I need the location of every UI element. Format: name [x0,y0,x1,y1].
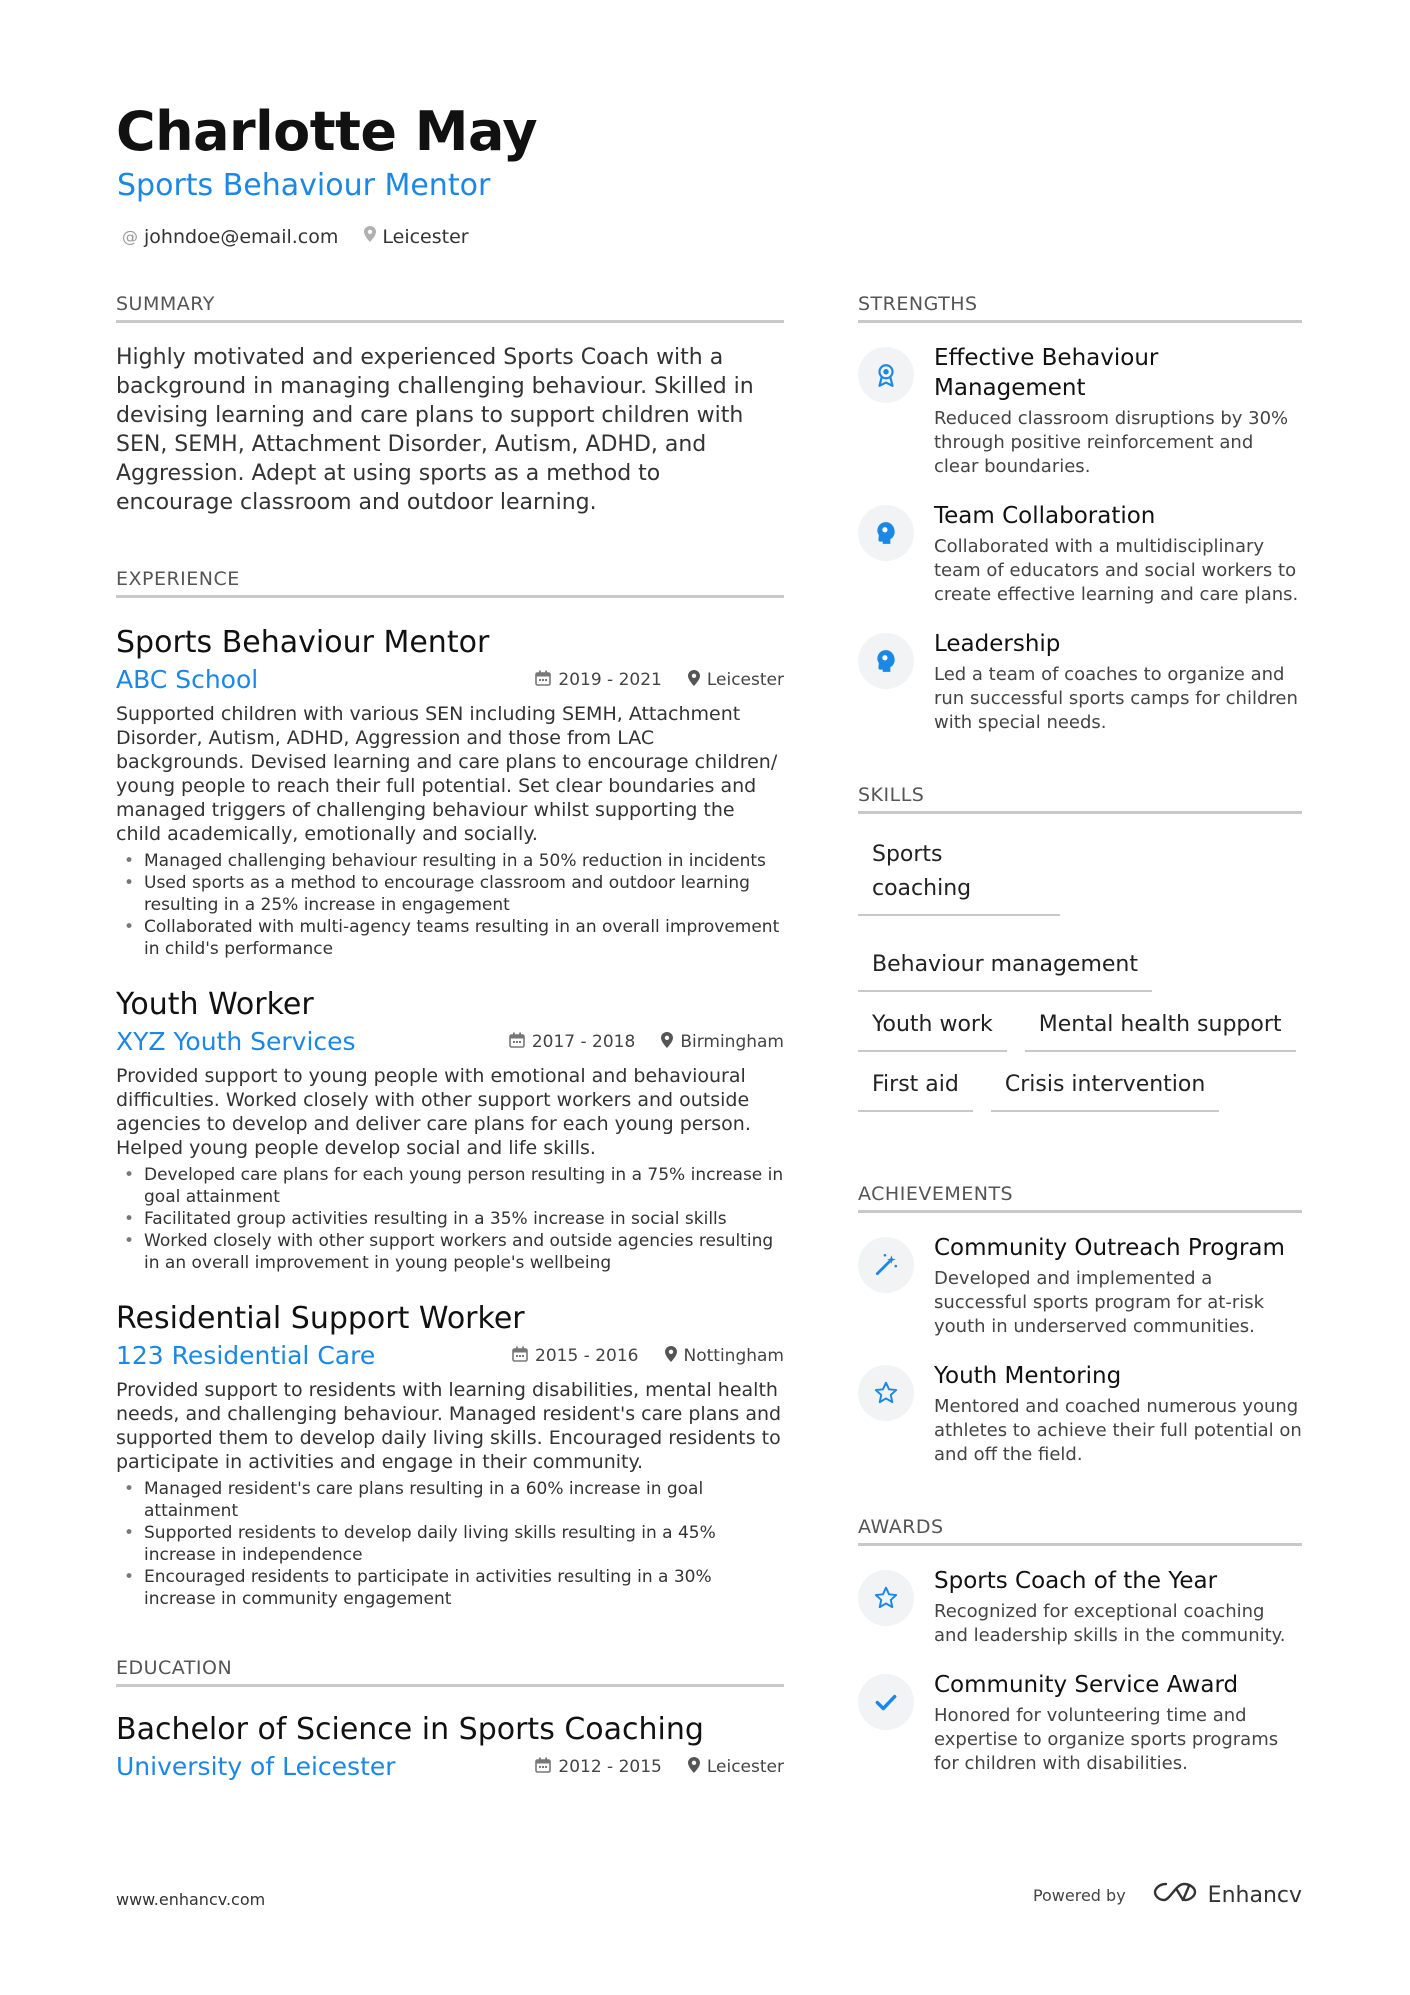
job-description: Provided support to residents with learning disabilities, mental health needs, and challenging behaviour. Managed resident's care plans and supported them to develop daily living skills. Encouraged residents to participate in activities and engage in their community. [116,1379,782,1473]
footer-branding [1033,1880,1302,1910]
experience-entry [116,1300,784,1610]
contact-row [122,224,469,250]
location-pin-icon [665,1346,677,1366]
education-dates [535,1757,661,1777]
location-pin-icon [661,1032,673,1052]
award-item [858,1670,1302,1776]
job-bullet: • Worked closely with other support workers and outside agencies resulting in an overall improvement in young people's wellbeing [116,1230,784,1274]
job-title: Sports Behaviour Mentor [116,625,490,660]
job-bullets [116,1164,784,1274]
education-location [688,1757,784,1777]
star-icon [858,1570,914,1626]
job-dates-text: 2015 - 2016 [535,1346,639,1366]
job-dates [512,1346,638,1366]
location-pin-icon [688,670,700,690]
calendar-icon [535,670,551,690]
enhancv-logo-icon [1152,1880,1198,1910]
at-icon: @ [122,227,138,246]
achievement-item [858,1361,1302,1467]
job-bullet: • Supported residents to develop daily living skills resulting in a 45% increase in independence [116,1522,784,1566]
skill-tag: Behaviour management [858,948,1152,992]
experience-entry [116,624,784,960]
award-title: Community Service Award [934,1672,1239,1698]
job-bullet: • Collaborated with multi-agency teams resulting in an overall improvement in child's performance [116,916,784,960]
experience-entry [116,986,784,1274]
checkmark-icon [858,1674,914,1730]
left-column [116,292,784,1783]
location-pin-icon [688,1757,700,1777]
strength-description: Collaborated with a multidisciplinary team of educators and social workers to create effective learning and care plans. [934,536,1299,605]
achievement-title: Community Outreach Program [934,1235,1285,1261]
degree-title: Bachelor of Science in Sports Coaching [116,1712,704,1747]
achievement-title: Youth Mentoring [934,1363,1122,1389]
calendar-icon [535,1757,551,1777]
skill-tag: First aid [858,1068,973,1112]
strength-title: Effective Behaviour Management [934,345,1159,401]
award-description: Recognized for exceptional coaching and leadership skills in the community. [934,1601,1286,1646]
skill-tag: Sports coaching [858,838,1060,916]
brand-name: Enhancv [1207,1882,1302,1908]
right-column [858,292,1302,1776]
job-location [665,1346,785,1366]
contact-location [364,224,468,250]
location-text: Leicester [382,226,469,248]
company-name: XYZ Youth Services [116,1027,356,1056]
location-pin-icon [364,224,376,250]
achievements-heading: ACHIEVEMENTS [858,1182,1302,1213]
strength-description: Led a team of coaches to organize and run successful sports camps for children with special needs. [934,664,1298,733]
calendar-icon [512,1346,528,1366]
email-text: johndoe@email.com [144,226,339,248]
job-bullets [116,850,784,960]
head-brain-icon [858,505,914,561]
powered-by-text: Powered by [1032,1885,1126,1905]
skill-tag: Youth work [858,1008,1007,1052]
calendar-icon [509,1032,525,1052]
job-dates [535,670,661,690]
skill-tag: Crisis intervention [991,1068,1219,1112]
experience-heading: EXPERIENCE [116,567,784,598]
job-bullets [116,1478,784,1610]
job-location-text: Nottingham [683,1346,784,1366]
school-name: University of Leicester [116,1752,396,1781]
job-location-text: Birmingham [680,1032,784,1052]
summary-heading: SUMMARY [116,292,784,323]
award-ribbon-icon [858,347,914,403]
footer-website[interactable]: www.enhancv.com [116,1890,266,1909]
job-description: Supported children with various SEN including SEMH, Attachment Disorder, Autism, ADHD, Aggression and those from LAC backgrounds. Devised learning and care plans to encourage children/ young people to reach their full potential. Set clear boundaries and managed triggers of challenging behaviour whilst supporting the child academically, emotionally and socially. [116,703,778,845]
job-dates-text: 2019 - 2021 [558,670,662,690]
head-brain-icon [858,633,914,689]
job-bullet: • Encouraged residents to participate in activities resulting in a 30% increase in community engagement [116,1566,784,1610]
job-location [688,670,784,690]
strength-item [858,501,1302,607]
job-dates-text: 2017 - 2018 [531,1032,636,1052]
job-title: Residential Support Worker [116,1301,525,1336]
strength-description: Reduced classroom disruptions by 30% through positive reinforcement and clear boundaries. [934,408,1289,477]
strength-title: Leadership [934,631,1061,657]
education-dates-text: 2012 - 2015 [558,1757,662,1777]
education-heading: EDUCATION [116,1656,784,1687]
job-title: Youth Worker [116,987,314,1022]
star-icon [858,1365,914,1421]
achievement-description: Developed and implemented a successful sports program for at-risk youth in underserved communities. [934,1268,1265,1337]
strengths-heading: STRENGTHS [858,292,1302,323]
company-name: 123 Residential Care [116,1341,376,1370]
brand-logo[interactable] [1152,1880,1302,1910]
achievement-description: Mentored and coached numerous young athletes to achieve their full potential on and off the field. [934,1396,1302,1465]
education-location-text: Leicester [706,1757,784,1777]
magic-wand-icon [858,1237,914,1293]
candidate-title: Sports Behaviour Mentor [117,168,491,203]
strength-item [858,343,1302,479]
job-description: Provided support to young people with emotional and behavioural difficulties. Worked closely with other support workers and outside agencies to develop and deliver care plans for each young person. Helped young people develop social and life skills. [116,1065,751,1159]
award-description: Honored for volunteering time and expertise to organize sports programs for children with disabilities. [934,1705,1279,1774]
candidate-name: Charlotte May [116,100,538,163]
award-title: Sports Coach of the Year [934,1568,1218,1594]
job-location-text: Leicester [706,670,784,690]
skills-heading: SKILLS [858,783,1302,814]
contact-email[interactable] [122,224,338,250]
job-bullet: • Facilitated group activities resulting in a 35% increase in social skills [116,1208,784,1230]
summary-text: Highly motivated and experienced Sports Coach with a background in managing challenging behaviour. Skilled in devising learning and care plans to support children with SEN, SEMH, Attachment Disorder, Autism, ADHD, and Aggression. Adept at using sports as a method to encourage classroom and outdoor learning. [116,345,754,515]
skill-tag: Mental health support [1025,1008,1296,1052]
job-location [661,1032,784,1052]
job-bullet: • Managed challenging behaviour resulting in a 50% reduction in incidents [116,850,784,872]
awards-heading: AWARDS [858,1515,1302,1546]
strength-title: Team Collaboration [934,503,1156,529]
achievement-item [858,1233,1302,1339]
skills-list [858,838,1302,1112]
company-name: ABC School [116,665,259,694]
job-bullet: • Managed resident's care plans resulting in a 60% increase in goal attainment [116,1478,784,1522]
award-item [858,1566,1302,1648]
strength-item [858,629,1302,735]
job-dates [509,1032,635,1052]
job-bullet: • Used sports as a method to encourage classroom and outdoor learning resulting in a 25% increase in engagement [116,872,784,916]
job-bullet: • Developed care plans for each young person resulting in a 75% increase in goal attainment [116,1164,784,1208]
